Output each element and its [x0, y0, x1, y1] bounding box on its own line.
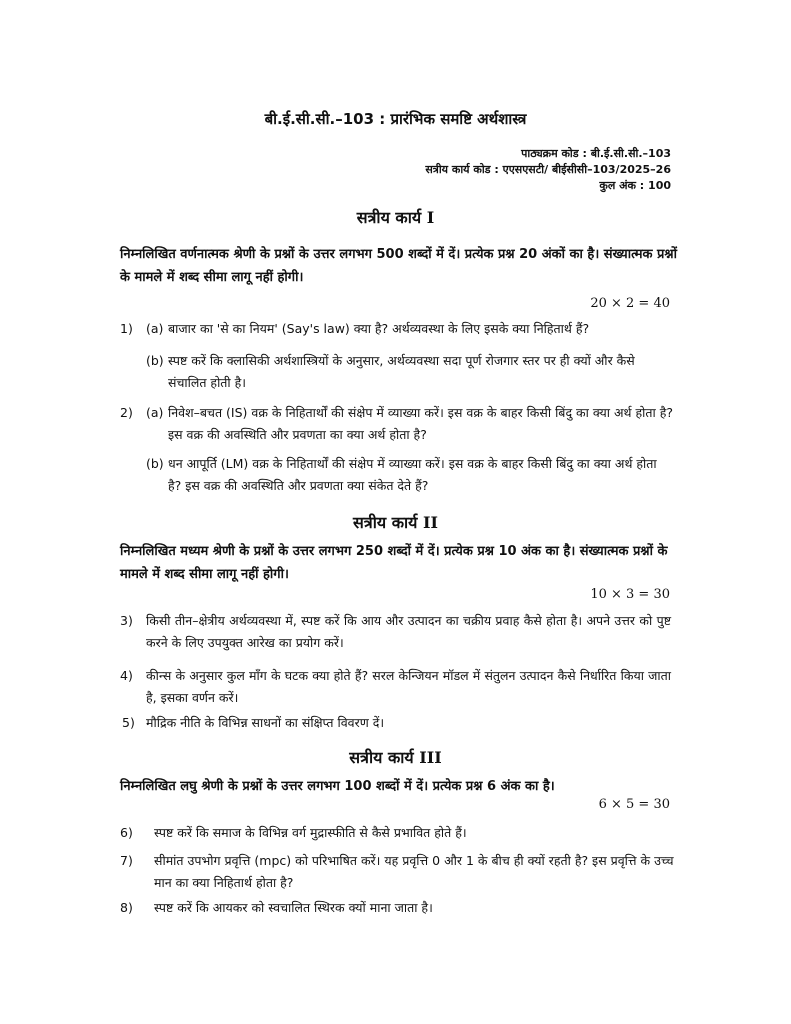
question-8-text: स्पष्ट करें कि आयकर को स्वचालित स्थिरक क्यों माना जाता है। — [154, 900, 433, 915]
section-1-instruction: निम्नलिखित वर्णनात्मक श्रेणी के प्रश्नों के उत्तर लगभग 500 शब्दों में दें। प्रत्येक प्रश्न 20 अंकों का है। संख्यात्मक प्रश्नों के मामले में शब्द सीमा लागू नहीं होगी। — [120, 247, 677, 285]
question-number: 5) — [122, 715, 135, 730]
course-code: पाठ्यक्रम कोड : बी.ई.सी.सी.–103 — [521, 147, 671, 160]
section-2-title: सत्रीय कार्य II — [353, 513, 438, 532]
total-marks: कुल अंक : 100 — [599, 179, 671, 192]
question-part-label: (b) — [146, 353, 164, 368]
question-number: 1) — [120, 321, 133, 336]
question-4-text: कीन्स के अनुसार कुल माँग के घटक क्या होते हैं? सरल केन्जियन मॉडल में संतुलन उत्पादन कैसे निर्धारित किया जाता है, इसका वर्णन करें। — [146, 668, 671, 705]
section-1-title: सत्रीय कार्य I — [356, 208, 435, 227]
document-title: बी.ई.सी.सी.–103 : प्रारंभिक समष्टि अर्थशास्त्र — [264, 110, 527, 128]
section-2-instruction: निम्नलिखित मध्यम श्रेणी के प्रश्नों के उत्तर लगभग 250 शब्दों में दें। प्रत्येक प्रश्न 10 अंक का है। संख्यात्मक प्रश्नों के मामले में शब्द सीमा लागू नहीं होगी। — [120, 544, 668, 582]
question-3-text: किसी तीन–क्षेत्रीय अर्थव्यवस्था में, स्पष्ट करें कि आय और उत्पादन का चक्रीय प्रवाह कैसे होता है। अपने उत्तर को पुष्ट करने के लिए उपयुक्त आरेख का प्रयोग करें। — [146, 613, 671, 650]
question-2b-text: धन आपूर्ति (LM) वक्र के निहितार्थों की संक्षेप में व्याख्या करें। इस वक्र के बाहर किसी बिंदु का क्या अर्थ होता है? इस वक्र की अवस्थिति और प्रवणता क्या संकेत देते हैं? — [168, 456, 657, 493]
question-number: 7) — [120, 853, 133, 868]
question-number: 2) — [120, 405, 133, 420]
question-number: 6) — [120, 825, 133, 840]
question-part-label: (b) — [146, 456, 164, 471]
question-number: 8) — [120, 900, 133, 915]
question-1a-text: बाजार का 'से का नियम' (Say's law) क्या है? अर्थव्यवस्था के लिए इसके क्या निहितार्थ हैं? — [168, 321, 590, 336]
section-2-marks: 10 × 3 = 30 — [590, 587, 670, 602]
section-3-marks: 6 × 5 = 30 — [598, 797, 670, 812]
question-2a-text: निवेश–बचत (IS) वक्र के निहितार्थों की संक्षेप में व्याख्या करें। इस वक्र के बाहर किसी बिंदु का क्या अर्थ होता है? इस वक्र की अवस्थिति और प्रवणता का क्या अर्थ होता है? — [168, 405, 674, 442]
section-3-title: सत्रीय कार्य III — [349, 748, 442, 767]
question-number: 3) — [120, 613, 133, 628]
section-1-marks: 20 × 2 = 40 — [590, 296, 670, 311]
question-part-label: (a) — [146, 321, 164, 336]
question-5-text: मौद्रिक नीति के विभिन्न साधनों का संक्षिप्त विवरण दें। — [146, 715, 385, 730]
question-6-text: स्पष्ट करें कि समाज के विभिन्न वर्ग मुद्रास्फीति से कैसे प्रभावित होते हैं। — [154, 825, 467, 840]
question-7-text: सीमांत उपभोग प्रवृत्ति (mpc) को परिभाषित करें। यह प्रवृत्ति 0 और 1 के बीच ही क्यों रहती है? इस प्रवृत्ति के उच्च मान का क्या निहितार्थ होता है? — [154, 853, 674, 890]
section-3-instruction: निम्नलिखित लघु श्रेणी के प्रश्नों के उत्तर लगभग 100 शब्दों में दें। प्रत्येक प्रश्न 6 अंक का है। — [120, 779, 555, 794]
question-part-label: (a) — [146, 405, 164, 420]
question-number: 4) — [120, 668, 133, 683]
assignment-code: सत्रीय कार्य कोड : एएसएसटी/ बीईसीसी–103/2025–26 — [425, 163, 671, 176]
question-1b-text: स्पष्ट करें कि क्लासिकी अर्थशास्त्रियों के अनुसार, अर्थव्यवस्था सदा पूर्ण रोजगार स्तर पर ही क्यों और कैसे संचालित होती है। — [168, 353, 635, 390]
